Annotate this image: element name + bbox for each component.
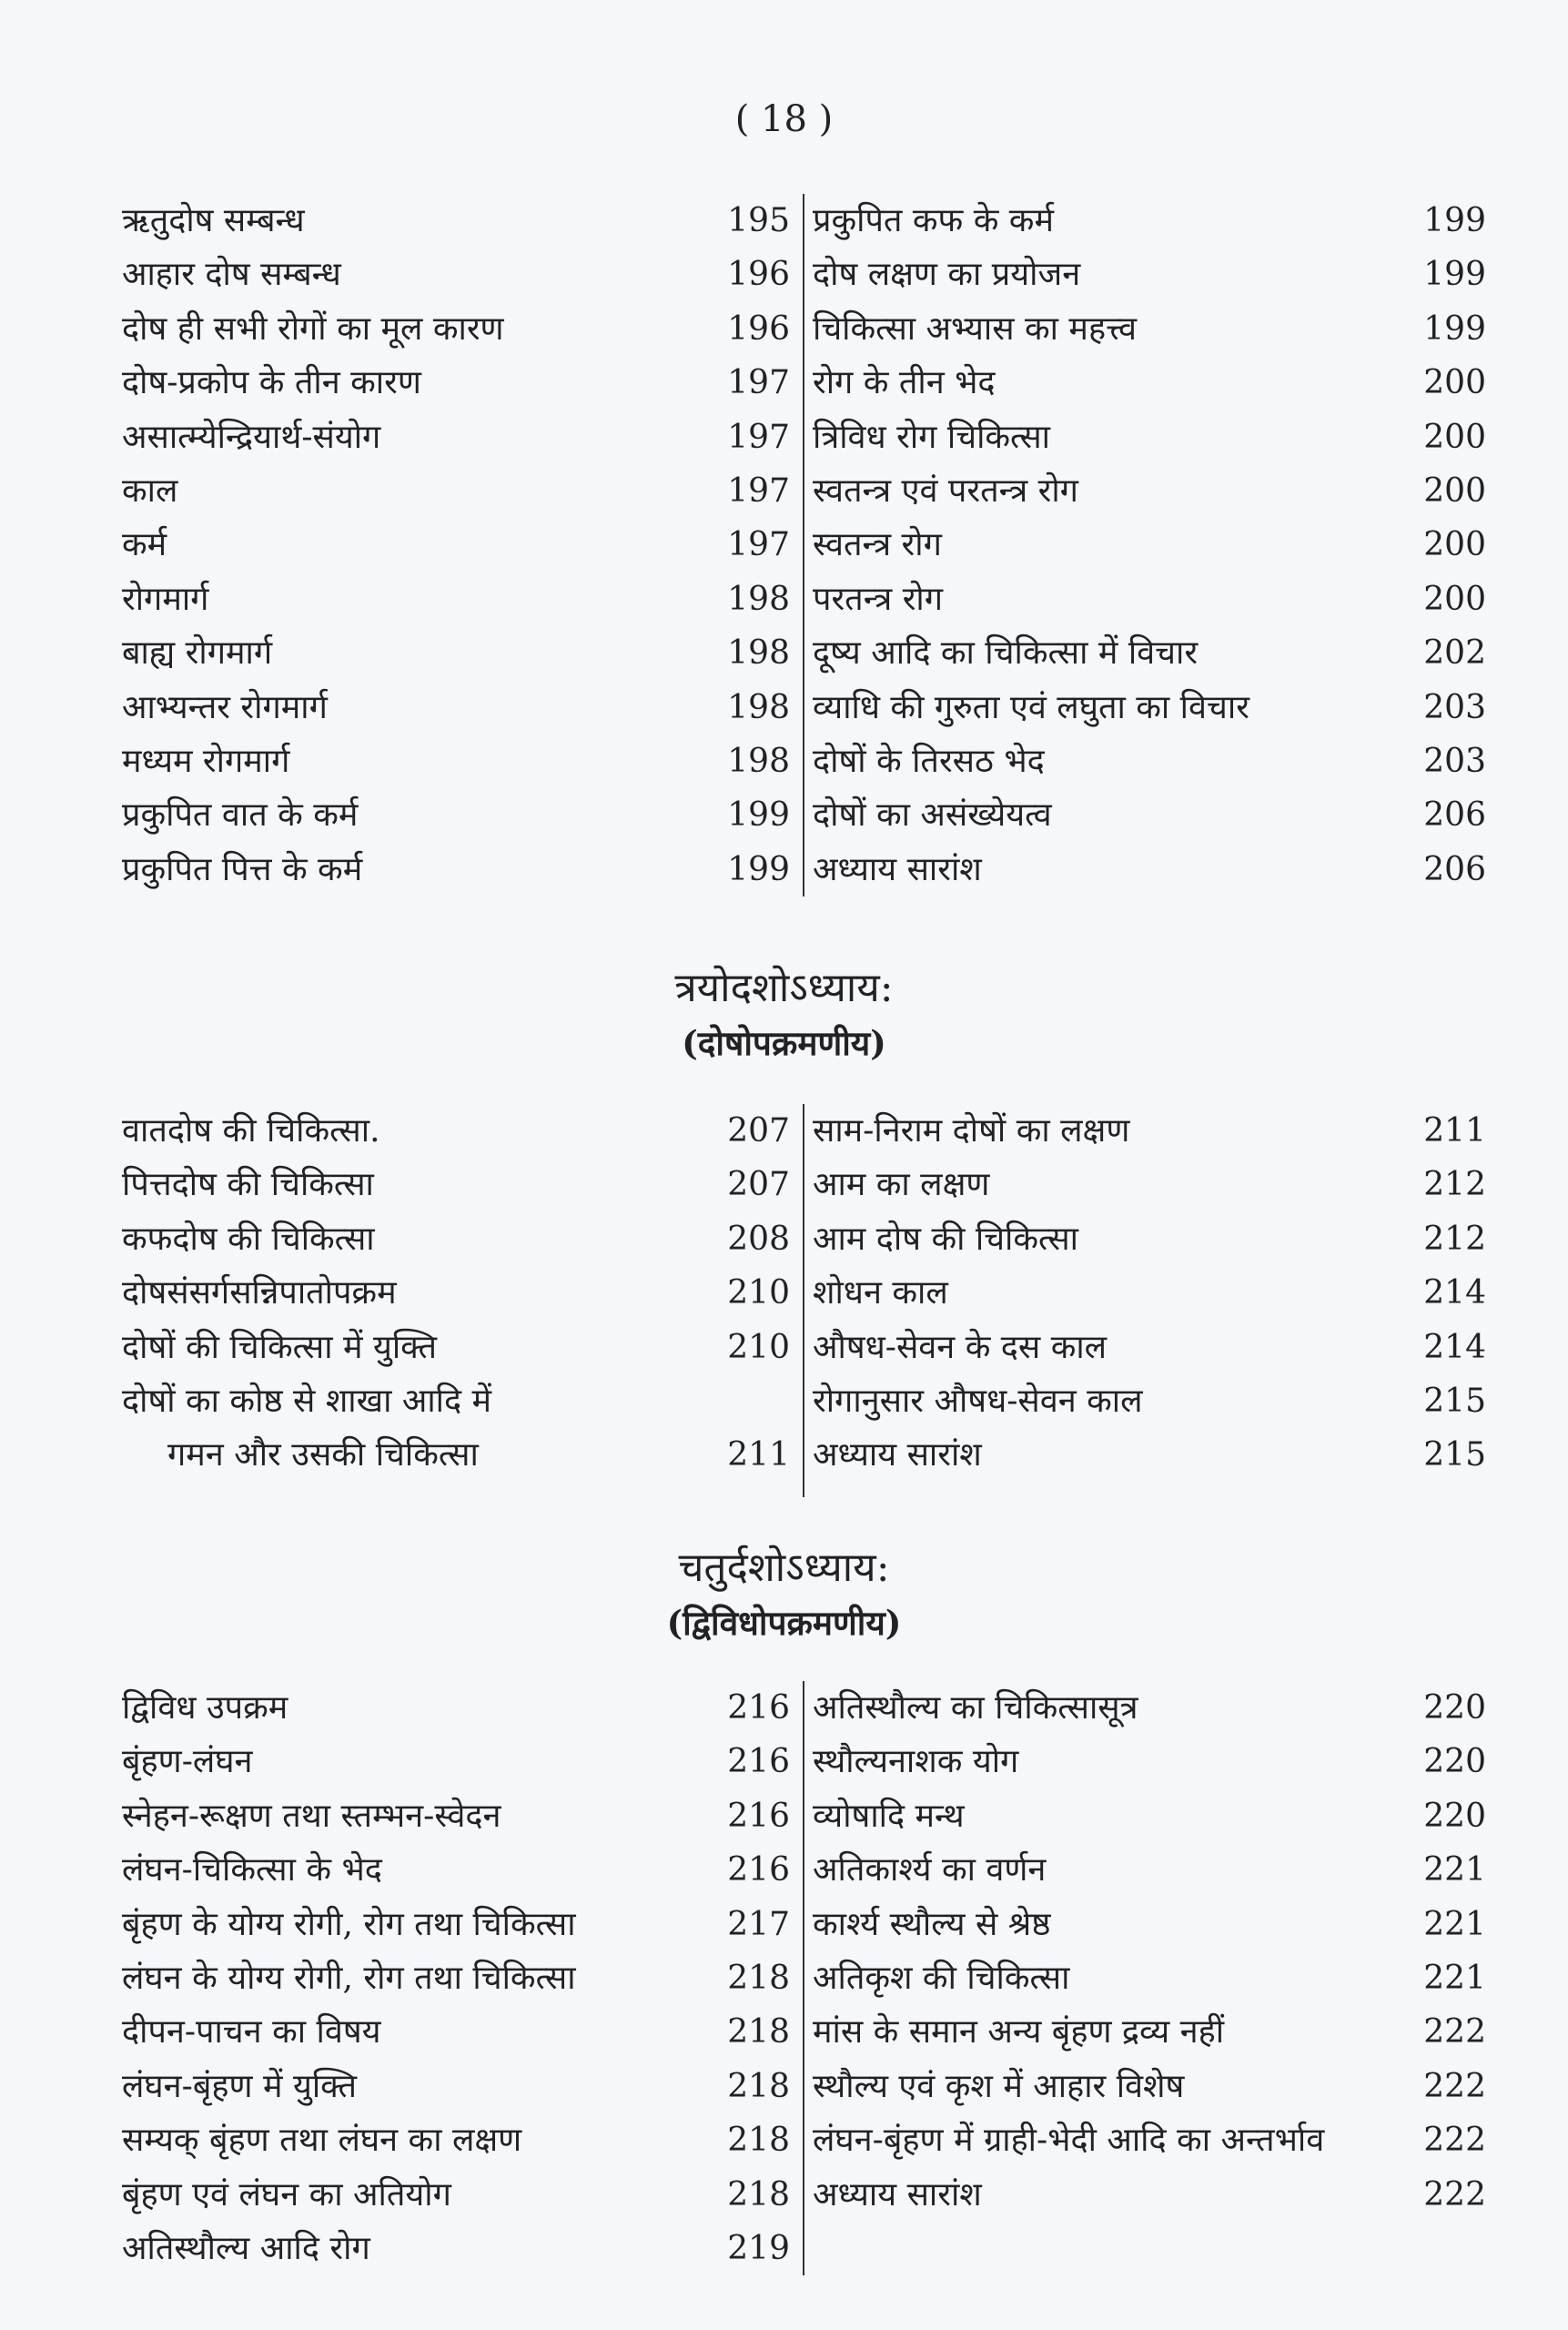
toc-entry — [813, 1681, 1486, 1735]
toc-entry-title: द्विविध उपक्रम — [122, 1689, 288, 1727]
toc-entry-page: 200 — [1423, 418, 1486, 456]
toc-entry-title: शोधन काल — [813, 1274, 948, 1312]
toc-entry-title: दोष लक्षण का प्रयोजन — [813, 256, 1081, 294]
toc-entry-title: अतिस्थौल्य का चिकित्सासूत्र — [813, 1689, 1138, 1727]
toc-entry-title: स्थौल्य एवं कृश में आहार विशेष — [813, 2067, 1185, 2105]
toc-entry-title: ऋतुदोष सम्बन्ध — [122, 202, 305, 239]
toc-entry-page: 220 — [1423, 1797, 1486, 1835]
toc-left-column — [122, 194, 803, 897]
toc-entry-page: 221 — [1423, 1905, 1486, 1943]
toc-entry — [813, 1104, 1486, 1158]
toc-entry — [122, 2005, 803, 2059]
toc-entry-page: 216 — [727, 1797, 790, 1835]
toc-entry — [813, 572, 1486, 626]
toc-entry — [813, 248, 1486, 301]
toc-entry-page: 216 — [727, 1851, 790, 1889]
toc-entry — [813, 2060, 1486, 2113]
toc-entry-title: गमन और उसकी चिकित्सा — [167, 1436, 479, 1474]
toc-entry-title: कर्म — [122, 526, 167, 564]
toc-entry — [122, 1266, 803, 1320]
toc-entry — [122, 2113, 803, 2167]
toc-entry-page: 202 — [1423, 634, 1486, 673]
toc-entry-page: 203 — [1423, 688, 1486, 726]
toc-entry — [813, 302, 1486, 356]
toc-entry-page: 206 — [1423, 850, 1486, 888]
toc-entry-page: 222 — [1423, 2067, 1486, 2105]
toc-entry-title: दोष-प्रकोप के तीन कारण — [122, 364, 421, 402]
toc-entry-title: मध्यम रोगमार्ग — [122, 742, 290, 780]
toc-entry-page: 211 — [727, 1436, 790, 1474]
toc-entry-title: चिकित्सा अभ्यास का महत्त्व — [813, 309, 1137, 348]
toc-entry — [813, 464, 1486, 518]
toc-left-column — [122, 1104, 803, 1483]
toc-entry-page: 207 — [727, 1112, 790, 1150]
toc-entry-title: कफदोष की चिकित्सा — [122, 1220, 375, 1258]
toc-entry — [813, 1212, 1486, 1266]
toc-entry-page: 199 — [1423, 256, 1486, 294]
toc-entry — [813, 194, 1486, 248]
toc-entry — [122, 1951, 803, 2005]
toc-entry-title: त्रिविध रोग चिकित्सा — [813, 418, 1050, 456]
toc-entry — [122, 2222, 803, 2275]
toc-entry-title: स्नेहन-रूक्षण तथा स्तम्भन-स्वेदन — [122, 1797, 501, 1835]
toc-right-column — [813, 1681, 1486, 2222]
toc-entry-title: प्रकुपित कफ के कर्म — [813, 202, 1054, 239]
toc-entry-title: दोषों का असंख्येयत्व — [813, 796, 1052, 835]
toc-entry-title: काल — [122, 471, 178, 510]
toc-entry — [813, 1898, 1486, 1951]
toc-entry-title: दोषों का कोष्ठ से शाखा आदि में — [122, 1382, 492, 1420]
toc-entry — [813, 2113, 1486, 2167]
toc-entry-title: दीपन-पाचन का विषय — [122, 2013, 381, 2051]
toc-entry-title: असात्म्येन्द्रियार्थ-संयोग — [122, 418, 381, 456]
toc-entry — [122, 2168, 803, 2222]
toc-entry — [122, 788, 803, 842]
toc-entry-page: 222 — [1423, 2013, 1486, 2051]
toc-right-column — [813, 194, 1486, 897]
toc-entry-page: 199 — [1423, 202, 1486, 239]
toc-entry — [122, 1158, 803, 1211]
toc-entry — [122, 1321, 803, 1374]
toc-entry-title: व्योषादि मन्थ — [813, 1797, 965, 1835]
toc-entry-title: पित्तदोष की चिकित्सा — [122, 1166, 374, 1204]
toc-entry-page: 208 — [727, 1220, 790, 1258]
toc-entry-title: दूष्य आदि का चिकित्सा में विचार — [813, 634, 1199, 673]
toc-entry — [813, 2005, 1486, 2059]
toc-entry-page: 197 — [727, 526, 790, 564]
toc-entry-title: अतिकृश की चिकित्सा — [813, 1959, 1070, 1997]
column-divider — [803, 1104, 804, 1497]
toc-entry-title: वातदोष की चिकित्सा. — [122, 1112, 380, 1150]
toc-entry-title: बृंहण-लंघन — [122, 1743, 253, 1781]
toc-entry-title: बृंहण के योग्य रोगी, रोग तथा चिकित्सा — [122, 1905, 576, 1943]
toc-entry-page: 216 — [727, 1689, 790, 1727]
toc-entry-page: 222 — [1423, 2122, 1486, 2160]
toc-entry-page: 199 — [727, 796, 790, 835]
toc-entry-title: रोगानुसार औषध-सेवन काल — [813, 1382, 1143, 1420]
toc-entry-page: 212 — [1423, 1166, 1486, 1204]
toc-entry-page: 218 — [727, 1959, 790, 1997]
toc-entry — [122, 1898, 803, 1951]
toc-right-column — [813, 1104, 1486, 1483]
toc-entry-title: आम दोष की चिकित्सा — [813, 1220, 1078, 1258]
toc-entry-title: सम्यक् बृंहण तथा लंघन का लक्षण — [122, 2122, 522, 2160]
toc-entry-title: प्रकुपित वात के कर्म — [122, 796, 359, 835]
toc-entry-page: 197 — [727, 364, 790, 402]
toc-entry — [122, 302, 803, 356]
toc-entry-page: 199 — [727, 850, 790, 888]
toc-entry-page: 196 — [727, 256, 790, 294]
toc-entry — [813, 1428, 1486, 1482]
toc-entry-page: 200 — [1423, 580, 1486, 618]
toc-entry-page: 220 — [1423, 1689, 1486, 1727]
toc-entry-page: 216 — [727, 1743, 790, 1781]
toc-entry — [813, 1158, 1486, 1211]
toc-entry — [122, 1735, 803, 1788]
toc-entry-page: 203 — [1423, 742, 1486, 780]
toc-entry-page: 207 — [727, 1166, 790, 1204]
toc-entry — [813, 843, 1486, 897]
chapter-subtitle: (दोषोपक्रमणीय) — [682, 1023, 886, 1063]
toc-entry-title: आम का लक्षण — [813, 1166, 990, 1204]
toc-entry-title: बाह्य रोगमार्ग — [122, 634, 273, 673]
toc-entry-title: व्याधि की गुरुता एवं लघुता का विचार — [813, 688, 1249, 726]
toc-entry — [813, 356, 1486, 410]
toc-entry — [122, 410, 803, 464]
toc-entry-page: 218 — [727, 2067, 790, 2105]
toc-entry-page: 215 — [1423, 1436, 1486, 1474]
toc-entry-page: 218 — [727, 2013, 790, 2051]
toc-entry-page: 221 — [1423, 1959, 1486, 1997]
toc-entry — [122, 248, 803, 301]
toc-entry-title: अध्याय सारांश — [813, 2175, 982, 2214]
toc-entry — [813, 1843, 1486, 1897]
toc-entry-title: दोषों की चिकित्सा में युक्ति — [122, 1328, 437, 1366]
toc-entry-title: लंघन-चिकित्सा के भेद — [122, 1851, 382, 1889]
toc-entry-page: 212 — [1423, 1220, 1486, 1258]
toc-entry — [122, 1374, 803, 1428]
toc-entry — [122, 356, 803, 410]
chapter-title: त्रयोदशोऽध्याय: — [674, 965, 894, 1011]
toc-entry-title: अतिकार्श्य का वर्णन — [813, 1851, 1047, 1889]
toc-entry-title: लंघन के योग्य रोगी, रोग तथा चिकित्सा — [122, 1959, 576, 1997]
toc-entry — [813, 410, 1486, 464]
toc-entry-page: 210 — [727, 1274, 790, 1312]
toc-entry — [122, 1212, 803, 1266]
toc-entry — [813, 626, 1486, 680]
toc-entry — [122, 843, 803, 897]
column-divider — [803, 194, 804, 897]
toc-entry — [122, 464, 803, 518]
toc-entry — [122, 1104, 803, 1158]
toc-entry-page: 215 — [1423, 1382, 1486, 1420]
toc-entry — [813, 788, 1486, 842]
toc-entry — [122, 518, 803, 572]
toc-entry-title: मांस के समान अन्य बृंहण द्रव्य नहीं — [813, 2013, 1225, 2051]
toc-entry-title: लंघन-बृंहण में युक्ति — [122, 2067, 357, 2105]
page-number: ( 18 ) — [734, 98, 834, 140]
chapter-title: चतुर्दशोऽध्याय: — [678, 1545, 890, 1591]
toc-entry-title: स्वतन्त्र रोग — [813, 526, 942, 564]
toc-entry-page: 214 — [1423, 1328, 1486, 1366]
toc-entry — [122, 2060, 803, 2113]
toc-left-column — [122, 1681, 803, 2275]
toc-entry-page: 206 — [1423, 796, 1486, 835]
toc-entry — [813, 1735, 1486, 1788]
column-divider — [803, 1681, 804, 2275]
toc-entry — [122, 1843, 803, 1897]
toc-entry — [813, 1789, 1486, 1843]
toc-entry — [122, 572, 803, 626]
toc-entry-page: 195 — [727, 202, 790, 239]
toc-entry-title: अध्याय सारांश — [813, 850, 982, 888]
toc-entry-page: 210 — [727, 1328, 790, 1366]
toc-entry-page: 222 — [1423, 2175, 1486, 2214]
toc-entry-page: 211 — [1423, 1112, 1486, 1150]
toc-entry — [122, 681, 803, 734]
toc-entry-page: 221 — [1423, 1851, 1486, 1889]
toc-entry-title: कार्श्य स्थौल्य से श्रेष्ठ — [813, 1905, 1051, 1943]
toc-entry-title: आभ्यन्तर रोगमार्ग — [122, 688, 328, 726]
toc-entry-page: 200 — [1423, 364, 1486, 402]
toc-entry-page: 198 — [727, 688, 790, 726]
toc-entry-page: 198 — [727, 634, 790, 673]
toc-entry-title: साम-निराम दोषों का लक्षण — [813, 1112, 1130, 1150]
toc-entry-title: परतन्त्र रोग — [813, 580, 944, 618]
toc-entry — [122, 194, 803, 248]
toc-entry-title: प्रकुपित पित्त के कर्म — [122, 850, 363, 888]
toc-entry — [813, 1321, 1486, 1374]
toc-entry — [813, 681, 1486, 734]
chapter-heading-14 — [0, 1541, 1568, 1650]
toc-entry-page: 198 — [727, 580, 790, 618]
toc-entry-title: स्वतन्त्र एवं परतन्त्र रोग — [813, 471, 1078, 510]
toc-entry-page: 200 — [1423, 471, 1486, 510]
toc-entry-page: 217 — [727, 1905, 790, 1943]
toc-entry-page: 220 — [1423, 1743, 1486, 1781]
toc-entry-title: दोष ही सभी रोगों का मूल कारण — [122, 309, 504, 348]
chapter-subtitle: (द्विविधोपक्रमणीय) — [666, 1603, 902, 1643]
toc-entry — [122, 734, 803, 788]
toc-entry — [122, 1789, 803, 1843]
toc-entry-title: लंघन-बृंहण में ग्राही-भेदी आदि का अन्तर्भाव — [813, 2122, 1325, 2160]
toc-entry-title: दोषों के तिरसठ भेद — [813, 742, 1045, 780]
toc-entry-page: 199 — [1423, 309, 1486, 348]
toc-entry-page: 200 — [1423, 526, 1486, 564]
toc-entry-page: 219 — [727, 2229, 790, 2267]
toc-entry-page: 196 — [727, 309, 790, 348]
toc-entry-title: आहार दोष सम्बन्ध — [122, 256, 341, 294]
toc-entry-page: 218 — [727, 2122, 790, 2160]
toc-entry — [813, 734, 1486, 788]
toc-entry-title: बृंहण एवं लंघन का अतियोग — [122, 2175, 451, 2214]
toc-entry-page: 218 — [727, 2175, 790, 2214]
toc-entry — [813, 1951, 1486, 2005]
toc-entry — [122, 1681, 803, 1735]
toc-entry — [813, 1266, 1486, 1320]
toc-entry-page: 198 — [727, 742, 790, 780]
toc-entry — [813, 1374, 1486, 1428]
toc-entry-title: रोगमार्ग — [122, 580, 209, 618]
chapter-heading-13 — [0, 961, 1568, 1070]
toc-entry-title: दोषसंसर्गसन्निपातोपक्रम — [122, 1274, 397, 1312]
toc-entry-title: स्थौल्यनाशक योग — [813, 1743, 1019, 1781]
toc-entry — [813, 518, 1486, 572]
toc-entry-title: अतिस्थौल्य आदि रोग — [122, 2229, 370, 2267]
toc-entry-title: औषध-सेवन के दस काल — [813, 1328, 1108, 1366]
toc-entry-title: अध्याय सारांश — [813, 1436, 982, 1474]
toc-entry-page: 197 — [727, 471, 790, 510]
toc-entry-title: रोग के तीन भेद — [813, 364, 996, 402]
toc-entry — [122, 1428, 803, 1482]
toc-entry — [813, 2168, 1486, 2222]
toc-entry-page: 197 — [727, 418, 790, 456]
toc-entry — [122, 626, 803, 680]
toc-entry-page: 214 — [1423, 1274, 1486, 1312]
